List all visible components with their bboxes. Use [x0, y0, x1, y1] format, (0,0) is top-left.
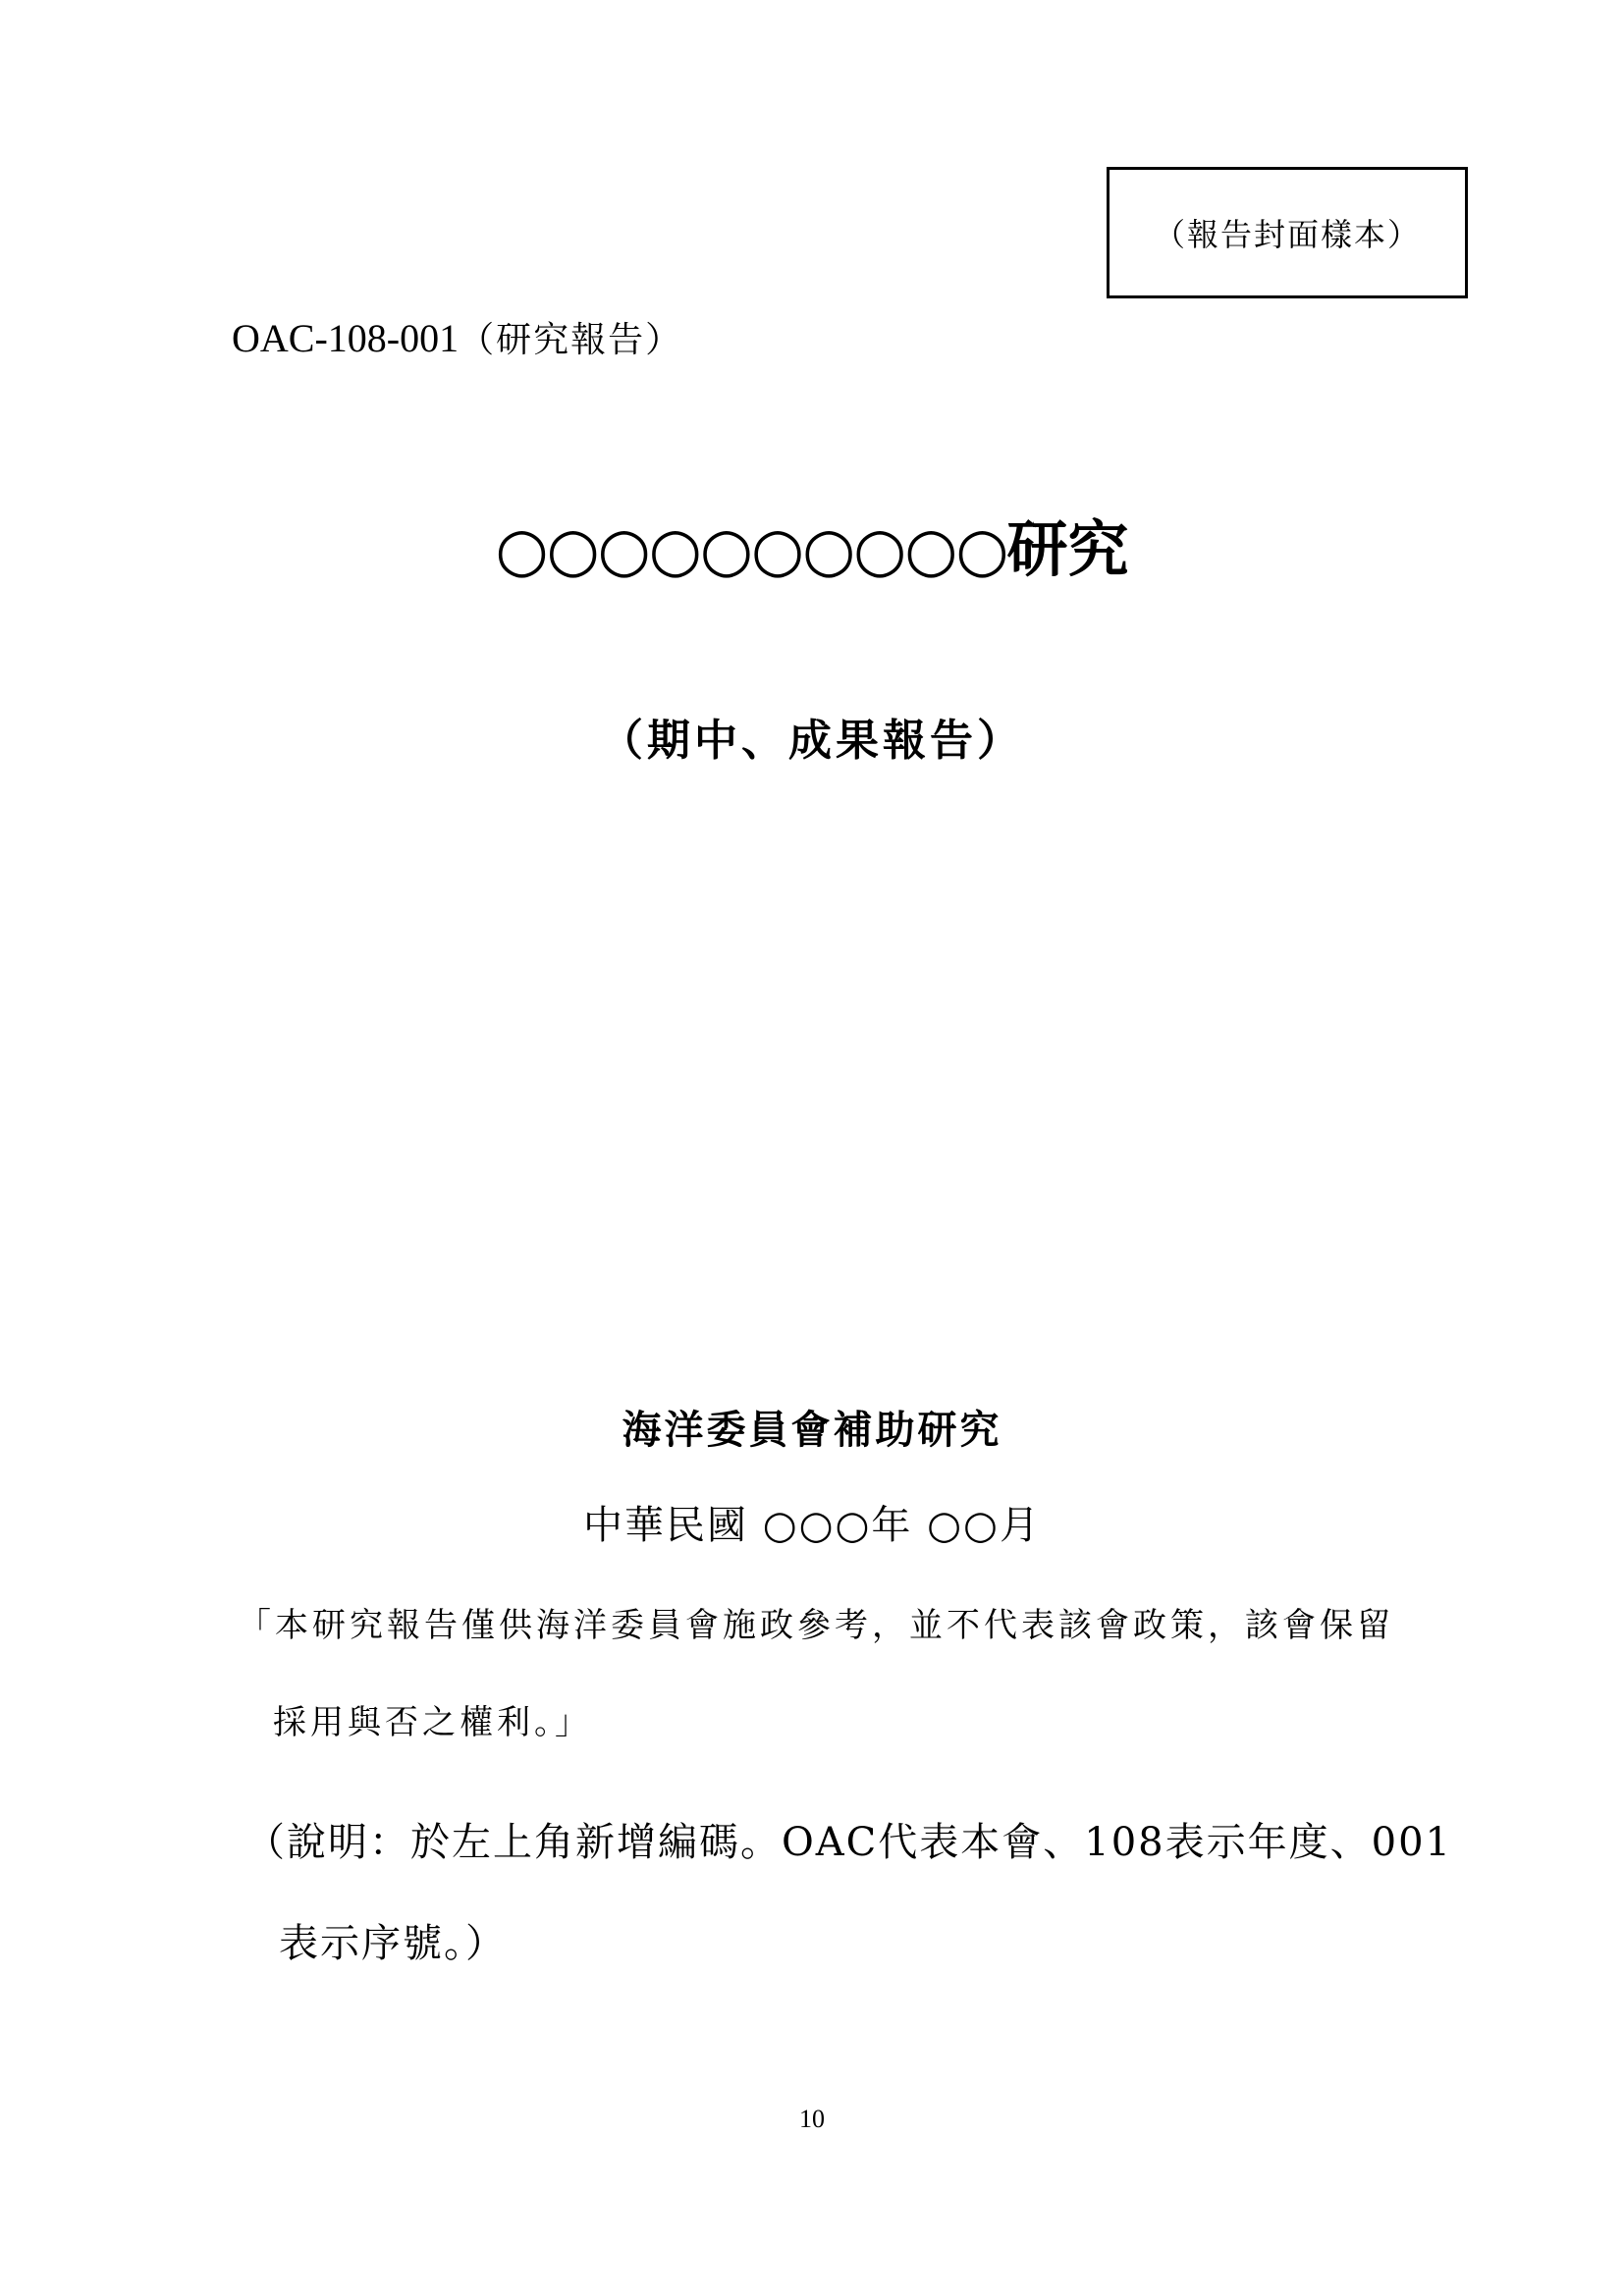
page-number: 10 [799, 2105, 825, 2133]
sample-label: （報告封面樣本） [1153, 216, 1421, 253]
title-suffix: 研究 [1006, 513, 1129, 585]
note-line-2: 表示序號。） [279, 1921, 507, 1966]
page-title [0, 501, 1624, 588]
sample-label-box [1107, 167, 1468, 298]
disclaimer-line-1: 「本研究報告僅供海洋委員會施政參考，並不代表該會政策，該會保留 [238, 1606, 1394, 1645]
sponsor-line: 海洋委員會補助研究 [622, 1407, 1002, 1453]
disclaimer-line-2: 採用與否之權利。」 [273, 1703, 592, 1742]
title-placeholder: ○○○○○○○○○○ [495, 513, 1007, 585]
report-code [232, 312, 682, 362]
report-subtitle: （期中、成果報告） [600, 716, 1024, 766]
report-code-number: OAC-108-001 [232, 316, 460, 360]
note-line-1: （說明：於左上角新增編碼。OAC代表本會、108表示年度、001 [245, 1820, 1452, 1865]
date-line: 中華民國 ○○○年 ○○月 [583, 1503, 1041, 1548]
report-code-type: （研究報告） [459, 320, 683, 360]
